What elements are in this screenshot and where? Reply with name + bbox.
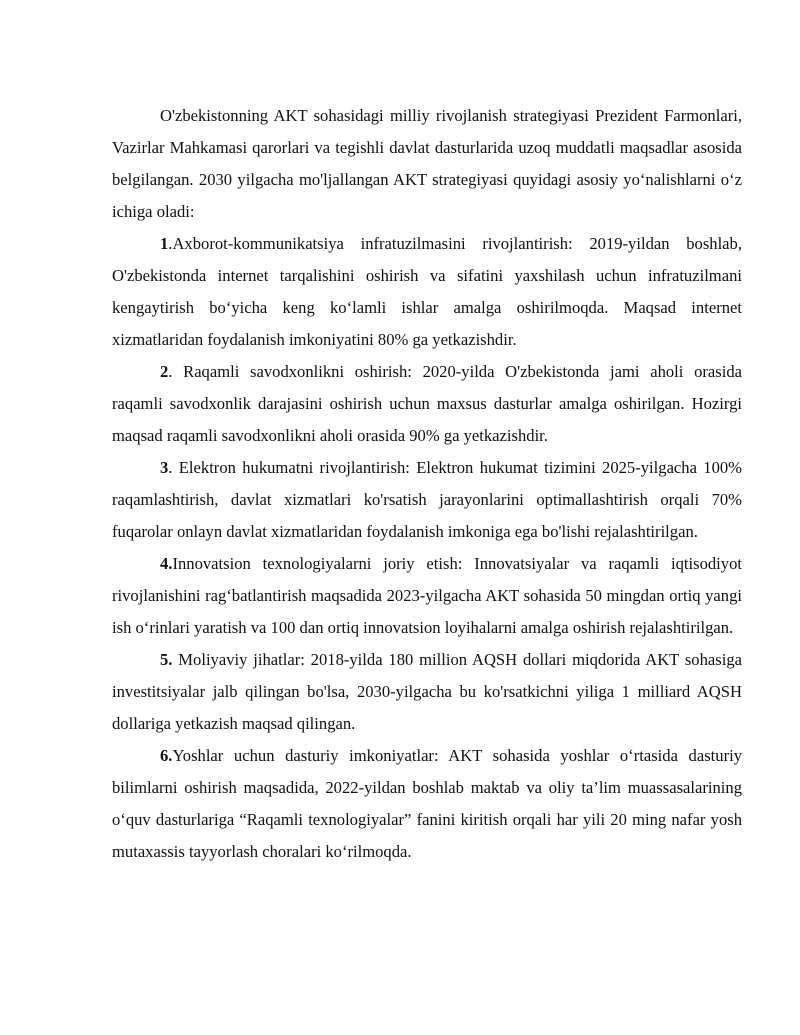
item-text: Elektron hukumatni rivojlantirish: Elektron hukumat tizimini 2025-yilgacha 100% raqamlashtirish, davlat xizmatlari ko'rsatish jarayonlarini optimallashtirish orqali 70% fuqarolar onlayn davlat xizmatlaridan foydalanish imkoniga ega bo'lishi rejalashtirilgan.	[112, 458, 743, 541]
list-item	[112, 740, 742, 868]
item-number: 6.	[160, 746, 173, 765]
item-text: Axborot-kommunikatsiya infratuzilmasini rivojlantirish: 2019-yildan boshlab, O'zbekistonda internet tarqalishini oshirish va sifatini yaxshilash uchun infratuzilmani kengaytirish bo‘yicha keng ko‘lamli ishlar amalga oshirilmoqda. Maqsad internet xizmatlaridan foydalanish imkoniyatini 80% ga yetkazishdir.	[112, 234, 742, 349]
item-text: Raqamli savodxonlikni oshirish: 2020-yilda O'zbekistonda jami aholi orasida raqamli savodxonlik darajasini oshirish uchun maxsus dasturlar amalga oshirilgan. Hozirgi maqsad raqamli savodxonlikni aholi orasida 90% ga yetkazishdir.	[112, 362, 742, 445]
item-text: Innovatsion texnologiyalarni joriy etish: Innovatsiyalar va raqamli iqtisodiyot rivojlanishini rag‘batlantirish maqsadida 2023-yilgacha AKT sohasida 50 mingdan ortiq yangi ish o‘rinlari yaratish va 100 dan ortiq innovatsion loyihalarni amalga oshirish rejalashtirilgan.	[112, 554, 742, 637]
list-item	[112, 356, 742, 452]
item-number: 1	[160, 234, 169, 253]
item-number: 4.	[160, 554, 173, 573]
item-separator: .	[168, 234, 173, 253]
item-number: 5.	[160, 650, 173, 669]
item-separator: .	[168, 362, 184, 381]
item-text: Yoshlar uchun dasturiy imkoniyatlar: AKT sohasida yoshlar o‘rtasida dasturiy bilimlarni oshirish maqsadida, 2022-yildan boshlab maktab va oliy ta’lim muassasalarining o‘quv dasturlariga “Raqamli texnologiyalar” fanini kiritish orqali har yili 20 ming nafar yosh mutaxassis tayyorlash choralari ko‘rilmoqda.	[112, 746, 742, 861]
list-item	[112, 228, 742, 356]
item-separator: .	[168, 458, 179, 477]
item-number: 3	[160, 458, 169, 477]
list-item	[112, 548, 742, 644]
list-item	[112, 452, 742, 548]
intro-paragraph: O'zbekistonning AKT sohasidagi milliy rivojlanish strategiyasi Prezident Farmonlari, Vazirlar Mahkamasi qarorlari va tegishli davlat dasturlarida uzoq muddatli maqsadlar asosida belgilangan. 2030 yilgacha mo'ljallangan AKT strategiyasi quyidagi asosiy yo‘nalishlarni o‘z ichiga oladi:	[112, 106, 742, 221]
item-text: Moliyaviy jihatlar: 2018-yilda 180 million AQSH dollari miqdorida AKT sohasiga investitsiyalar jalb qilingan bo'lsa, 2030-yilgacha bu ko'rsatkichni yiliga 1 milliard AQSH dollariga yetkazish maqsad qilingan.	[112, 650, 742, 733]
list-item	[112, 644, 742, 740]
item-number: 2	[160, 362, 169, 381]
document-body	[112, 100, 742, 868]
